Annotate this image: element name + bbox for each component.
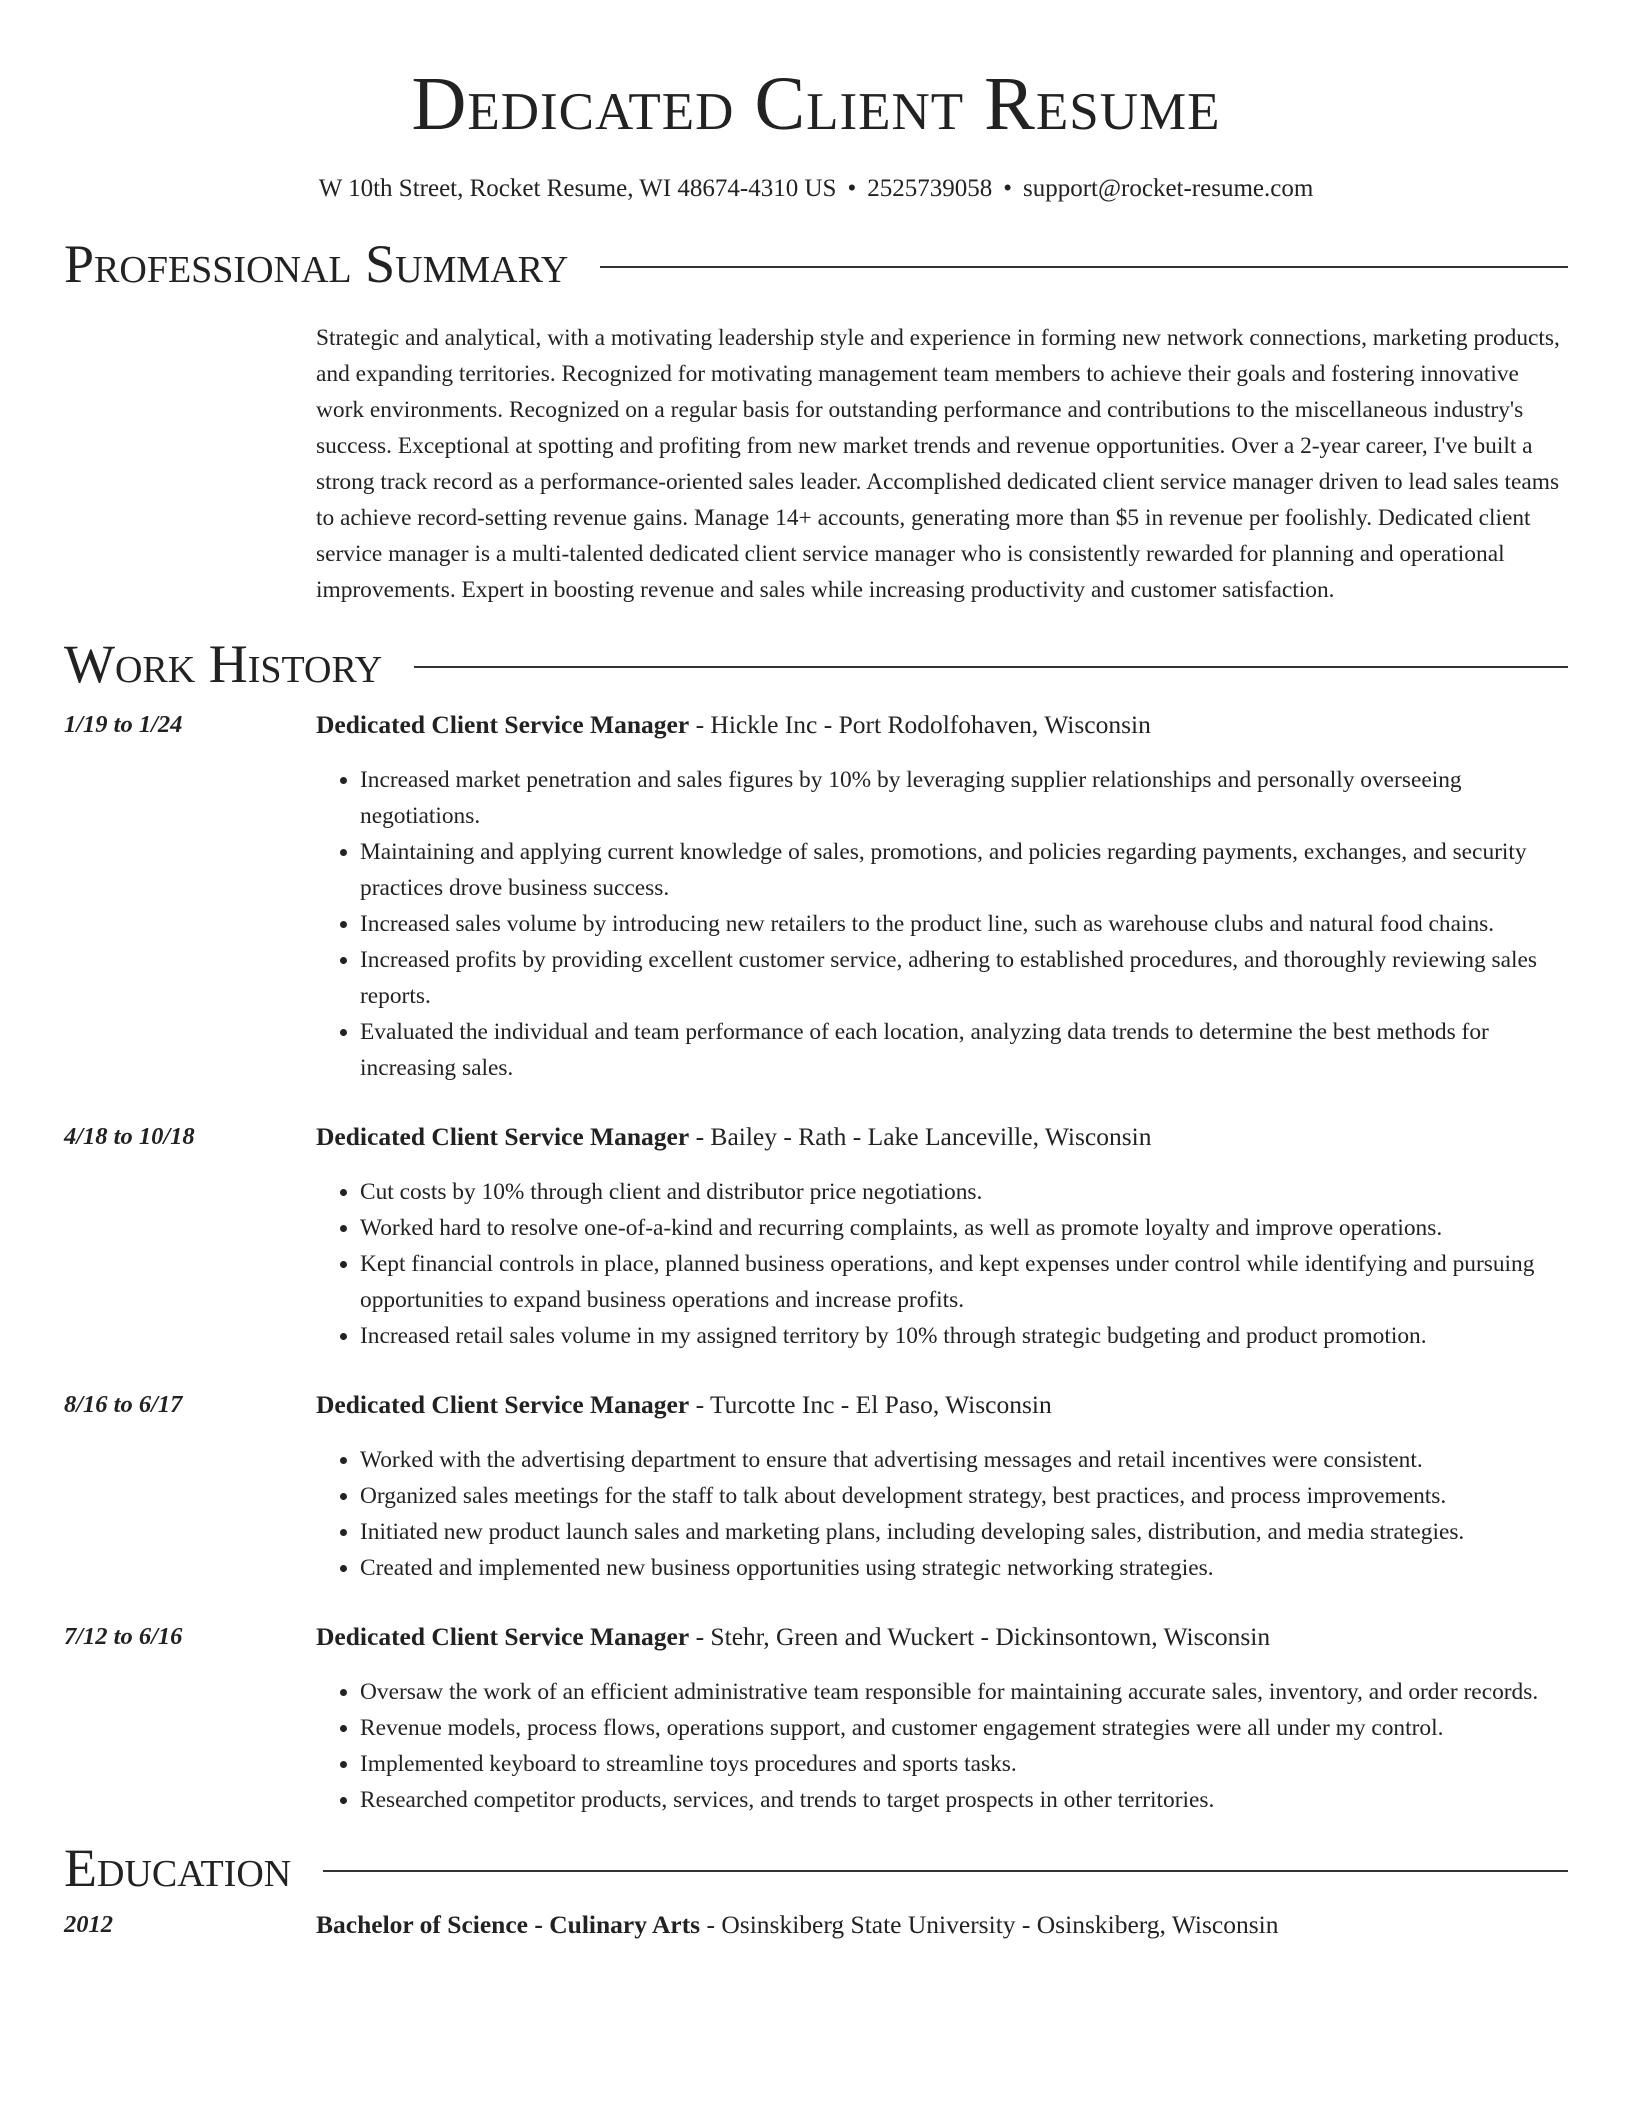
resume-page [64,0,1568,1942]
job-bullet: • Worked with the advertising department to ensure that advertising messages and retail incentives were consistent. [360,1442,1568,1478]
job-title-line [316,708,1568,742]
job-bullet: • Increased profits by providing excellent customer service, adhering to established procedures, and thoroughly reviewing sales reports. [360,942,1568,1014]
job-employer: - Stehr, Green and Wuckert - Dickinsontown, Wisconsin [689,1622,1271,1651]
job-body [316,1120,1568,1354]
job-bullet: • Implemented keyboard to streamline toys procedures and sports tasks. [360,1746,1568,1782]
education-line [316,1908,1568,1942]
section-rule [323,1870,1568,1872]
contact-separator: • [1003,175,1012,202]
job-title-line [316,1620,1568,1654]
summary-text: Strategic and analytical, with a motivating leadership style and experience in forming new network connections, marketing products, and expanding territories. Recognized for motivating management team members to achieve their goals and fostering innovative work environments. Recognized on a regular basis for outstanding performance and contributions to the miscellaneous industry's success. Exceptional at spotting and profiting from new market trends and revenue opportunities. Over a 2-year career, I've built a strong track record as a performance-oriented sales leader. Accomplished dedicated client service manager driven to lead sales teams to achieve record-setting revenue gains. Manage 14+ accounts, generating more than $5 in revenue per foolishly. Dedicated client service manager is a multi-talented dedicated client service manager who is consistently rewarded for planning and operational improvements. Expert in boosting revenue and sales while increasing productivity and customer satisfaction. [316,325,1560,603]
job-bullet: • Kept financial controls in place, planned business operations, and kept expenses under control while identifying and pursuing opportunities to expand business operations and increase profits. [360,1246,1568,1318]
section-title: Education [64,1838,292,1898]
job-employer: - Hickle Inc - Port Rodolfohaven, Wisconsin [689,710,1151,739]
job-body [316,708,1568,1086]
job-bullets [316,1442,1568,1586]
contact-separator: • [847,175,857,202]
job-bullet: • Increased retail sales volume in my assigned territory by 10% through strategic budgeting and product promotion. [360,1318,1568,1354]
section-title: Work History [64,634,383,694]
section-title: Professional Summary [64,234,569,294]
job-bullet: • Increased market penetration and sales figures by 10% by leveraging supplier relationships and personally overseeing negotiations. [360,762,1568,834]
job-body [316,1620,1568,1818]
job-bullet: • Researched competitor products, services, and trends to target prospects in other territories. [360,1782,1568,1818]
job-entry [64,708,1568,1086]
section-rule [414,666,1568,668]
job-bullet: • Revenue models, process flows, operations support, and customer engagement strategies were all under my control. [360,1710,1568,1746]
job-dates: 8/16 to 6/17 [64,1391,183,1418]
job-title: Dedicated Client Service Manager [316,1122,690,1151]
job-bullets [316,1174,1568,1354]
job-title: Dedicated Client Service Manager [316,1390,690,1419]
resume-name: Dedicated Client Resume [411,62,1221,146]
section-heading-education [64,1838,1568,1898]
job-bullet: • Created and implemented new business opportunities using strategic networking strategies. [360,1550,1568,1586]
job-bullet: • Evaluated the individual and team performance of each location, analyzing data trends to determine the best methods for increasing sales. [360,1014,1568,1086]
education-degree: Bachelor of Science - Culinary Arts [316,1910,701,1939]
job-title: Dedicated Client Service Manager [316,1622,690,1651]
education-school: - Osinskiberg State University - Osinskiberg, Wisconsin [700,1910,1279,1939]
contact-phone: 2525739058 [867,175,993,202]
job-dates: 1/19 to 1/24 [64,711,183,738]
job-entry [64,1620,1568,1818]
contact-line [64,174,1568,204]
job-title-line [316,1120,1568,1154]
contact-email: support@rocket-resume.com [1023,175,1314,202]
job-dates: 4/18 to 10/18 [64,1123,195,1150]
contact-address: W 10th Street, Rocket Resume, WI 48674-4310 US [318,175,837,202]
job-bullet: • Cut costs by 10% through client and distributor price negotiations. [360,1174,1568,1210]
job-entry [64,1388,1568,1586]
job-dates: 7/12 to 6/16 [64,1623,183,1650]
job-employer: - Turcotte Inc - El Paso, Wisconsin [689,1390,1052,1419]
job-title: Dedicated Client Service Manager [316,710,690,739]
job-body [316,1388,1568,1586]
job-employer: - Bailey - Rath - Lake Lanceville, Wisconsin [689,1122,1152,1151]
education-body [316,1908,1568,1942]
job-title-line [316,1388,1568,1422]
education-entry [64,1908,1568,1942]
education-year: 2012 [64,1911,113,1938]
section-heading-work-history [64,634,1568,694]
section-heading-summary [64,234,1568,294]
job-bullet: • Organized sales meetings for the staff to talk about development strategy, best practices, and process improvements. [360,1478,1568,1514]
job-bullet: • Initiated new product launch sales and marketing plans, including developing sales, distribution, and media strategies. [360,1514,1568,1550]
job-bullet: • Increased sales volume by introducing new retailers to the product line, such as warehouse clubs and natural food chains. [360,906,1568,942]
section-rule [600,266,1568,268]
job-bullet: • Worked hard to resolve one-of-a-kind and recurring complaints, as well as promote loyalty and improve operations. [360,1210,1568,1246]
job-bullet: • Maintaining and applying current knowledge of sales, promotions, and policies regarding payments, exchanges, and security practices drove business success. [360,834,1568,906]
job-bullets [316,762,1568,1086]
job-bullet: • Oversaw the work of an efficient administrative team responsible for maintaining accurate sales, inventory, and order records. [360,1674,1568,1710]
job-bullets [316,1674,1568,1818]
job-entry [64,1120,1568,1354]
